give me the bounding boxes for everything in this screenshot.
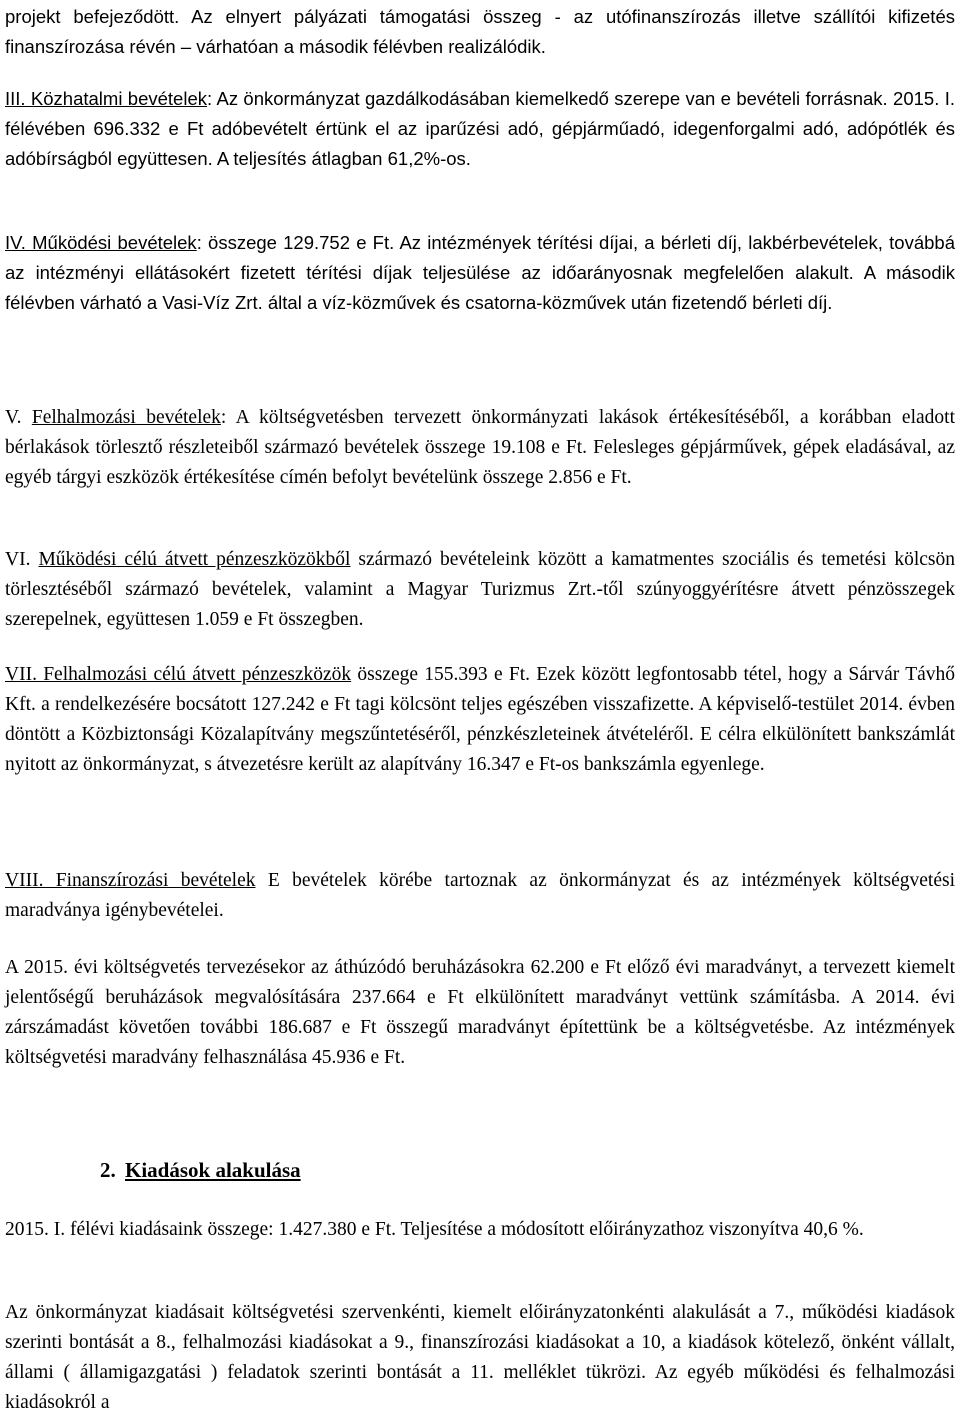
paragraph-text: származó bevételeink között a kamatmentes szociális és temetési kölcsön törlesztéséből származó bevételek, valamint a Magyar Turizmus Zrt.-től szúnyoggyérítésre átvett pénzösszegek szerepelnek, együttesen 1.059 e Ft összegben. [5, 549, 956, 630]
heading-number: 2. [100, 1158, 116, 1182]
paragraph-text: E bevételek körébe tartoznak az önkormányzat és az intézmények költségvetési maradványa igénybevételei. [5, 870, 955, 921]
paragraph-text: : Az önkormányzat gazdálkodásában kiemelkedő szerepe van e bevételi forrásnak. 2015. I. félévében 696.332 e Ft adóbevételt értünk el az iparűzési adó, gépjárműadó, idegenforgalmi adó, adópótlék és adóbírságból együttesen. A teljesítés átlagban 61,2%-os. [5, 88, 955, 169]
paragraph-project-completion [5, 2, 955, 62]
section-label: Működési célú átvett pénzeszközökből [38, 549, 351, 570]
paragraph-mukodesi-celu-atvett [5, 545, 955, 635]
paragraph-kozhatalmi-bevetelek [5, 84, 955, 174]
paragraph-felhalmozasi-celu-atvett [5, 660, 955, 780]
paragraph-text: összege 155.393 e Ft. Ezek között legfontosabb tétel, hogy a Sárvár Távhő Kft. a rendelkezésére bocsátott 127.242 e Ft tagi kölcsönt teljes egészében visszafizette. A képviselő-testület 2014. évben döntött a Közbiztonsági Közalapítvány megszűntetéséről, pénzkészleteinek átvételéről. E célra elkülönített bankszámlát nyitott az önkormányzat, s átvezetésre került az alapítvány 16.347 e Ft-os bankszámla egyenlege. [5, 664, 956, 775]
paragraph-maradvany [5, 953, 955, 1073]
paragraph-kiadasok-bontasa [5, 1298, 955, 1418]
section-heading [100, 1155, 301, 1185]
section-prefix: VI. [5, 549, 39, 570]
paragraph-text: A 2015. évi költségvetés tervezésekor az áthúzódó beruházásokra 62.200 e Ft előző évi maradványt, a tervezett kiemelt jelentőségű beruházások megvalósítására 237.664 e Ft elkülönített maradványt vettünk számításba. A 2014. évi zárszámadást követően további 186.687 e Ft összegű maradványt építettünk be a költségvetésbe. Az intézmények költségvetési maradvány felhasználása 45.936 e Ft. [5, 957, 955, 1068]
paragraph-kiadasok-osszege [5, 1215, 955, 1245]
section-label: VII. Felhalmozási célú átvett pénzeszközök [5, 664, 352, 685]
section-label: Felhalmozási bevételek [31, 407, 221, 428]
heading-title: Kiadások alakulása [125, 1158, 301, 1182]
paragraph-finanszirozasi-bevetelek [5, 866, 955, 926]
paragraph-felhalmozasi-bevetelek [5, 403, 955, 493]
paragraph-text: 2015. I. félévi kiadásaink összege: 1.427.380 e Ft. Teljesítése a módosított előirányzathoz viszonyítva 40,6 %. [5, 1219, 864, 1240]
paragraph-text: Az önkormányzat kiadásait költségvetési szervenkénti, kiemelt előirányzatonkénti alakulását a 7., működési kiadások szerinti bontását a 8., felhalmozási kiadásokat a 9., finanszírozási kiadásokat a 10, a kiadások kötelező, önként vállalt, állami ( államigazgatási ) feladatok szerinti bontását a 11. melléklet tükrözi. Az egyéb működési és felhalmozási kiadásokról a [5, 1302, 955, 1413]
section-label: VIII. Finanszírozási bevételek [5, 870, 256, 891]
section-label: III. Közhatalmi bevételek [5, 88, 207, 109]
section-label: IV. Működési bevételek [5, 232, 197, 253]
paragraph-mukodesi-bevetelek [5, 228, 955, 318]
section-prefix: V. [5, 407, 32, 428]
paragraph-text: projekt befejeződött. Az elnyert pályázati támogatási összeg - az utófinanszírozás illetve szállítói kifizetés finanszírozása révén – várhatóan a második félévben realizálódik. [5, 6, 955, 57]
paragraph-text: : összege 129.752 e Ft. Az intézmények térítési díjai, a bérleti díj, lakbérbevételek, továbbá az intézményi ellátásokért fizetett térítési díjak teljesülése az időarányosnak megfelelően alakult. A második félévben várható a Vasi-Víz Zrt. által a víz-közművek és csatorna-közművek után fizetendő bérleti díj. [5, 232, 955, 313]
paragraph-text: : A költségvetésben tervezett önkormányzati lakások értékesítéséből, a korábban eladott bérlakások törlesztő részleteiből származó bevételek összege 19.108 e Ft. Felesleges gépjárművek, gépek eladásával, az egyéb tárgyi eszközök értékesítése címén befolyt bevételünk összege 2.856 e Ft. [5, 407, 955, 488]
